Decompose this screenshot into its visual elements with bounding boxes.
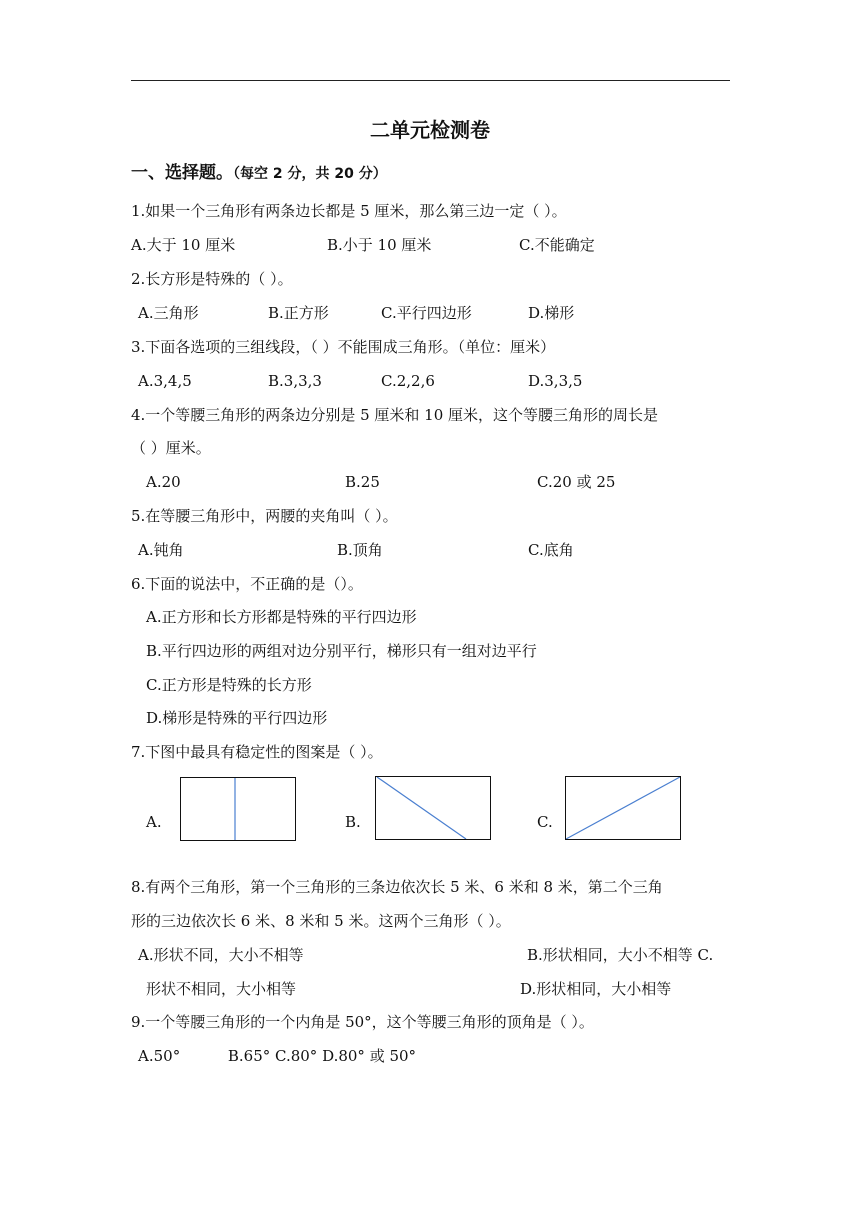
q9-stem: 9.一个等腰三角形的一个内角是 50°，这个等腰三角形的顶角是（ ）。: [131, 1013, 594, 1031]
q1-option-c: C.不能确定: [519, 236, 595, 254]
q7-figure-a-drawing: [181, 778, 295, 840]
q8-stem-line2: 形的三边依次长 6 米、8 米和 5 米。这两个三角形（ ）。: [131, 912, 511, 930]
q3-option-d: D.3,3,5: [528, 372, 583, 390]
q7-option-b-label: B.: [345, 813, 361, 831]
q4-option-b: B.25: [345, 473, 380, 491]
q7-figure-a-rectangle-vertical-line: [180, 777, 296, 841]
q8-stem-line1: 8.有两个三角形，第一个三角形的三条边依次长 5 米、6 米和 8 米，第二个三角: [131, 878, 663, 896]
header-rule: [131, 80, 730, 81]
q7-figure-c-rectangle-diagonal: [565, 776, 681, 840]
q1-option-a: A.大于 10 厘米: [131, 236, 236, 254]
q3-option-a: A.3,4,5: [138, 372, 192, 390]
q1-stem: 1.如果一个三角形有两条边长都是 5 厘米，那么第三边一定（ ）。: [131, 202, 567, 220]
q7-figure-b-rectangle-slanted-line: [375, 776, 491, 840]
q8-option-b: B.形状相同，大小不相等 C.: [527, 946, 714, 964]
q8-option-a: A.形状不同，大小不相等: [138, 946, 304, 964]
section-heading-text: 一、选择题。: [131, 163, 233, 183]
q6-option-a: A.正方形和长方形都是特殊的平行四边形: [146, 608, 417, 626]
q5-stem: 5.在等腰三角形中，两腰的夹角叫（ ）。: [131, 507, 398, 525]
q4-option-c: C.20 或 25: [537, 473, 616, 491]
q5-option-a: A.钝角: [138, 541, 184, 559]
q7-stem: 7.下图中最具有稳定性的图案是（ ）。: [131, 743, 383, 761]
q4-stem-line2: （ ）厘米。: [131, 439, 211, 457]
q7-figure-c-drawing: [566, 777, 680, 839]
q1-option-b: B.小于 10 厘米: [327, 236, 432, 254]
q3-option-b: B.3,3,3: [268, 372, 322, 390]
q8-option-d: D.形状相同，大小相等: [520, 980, 672, 998]
q7-option-c-label: C.: [537, 813, 553, 831]
q6-option-d: D.梯形是特殊的平行四边形: [146, 709, 328, 727]
q7-figure-b-drawing: [376, 777, 490, 839]
section-heading: [131, 162, 387, 185]
q6-option-c: C.正方形是特殊的长方形: [146, 676, 312, 694]
q8-option-c: 形状不相同，大小相等: [146, 980, 297, 998]
q7-option-a-label: A.: [146, 813, 162, 831]
q4-option-a: A.20: [146, 473, 181, 491]
q5-option-b: B.顶角: [337, 541, 383, 559]
figure-b-divider-line: [377, 777, 466, 839]
page-title: 二单元检测卷: [370, 118, 490, 142]
section-score-note: （每空 2 分，共 20 分）: [233, 166, 387, 182]
q2-option-d: D.梯形: [528, 304, 575, 322]
q3-stem: 3.下面各选项的三组线段，（ ）不能围成三角形。（单位：厘米）: [131, 338, 556, 356]
q5-option-c: C.底角: [528, 541, 574, 559]
q6-stem: 6.下面的说法中，不正确的是（）。: [131, 575, 363, 593]
q2-option-a: A.三角形: [138, 304, 199, 322]
q6-option-b: B.平行四边形的两组对边分别平行，梯形只有一组对边平行: [146, 642, 537, 660]
q9-options: A.50° B.65° C.80° D.80° 或 50°: [138, 1047, 417, 1065]
q2-option-b: B.正方形: [268, 304, 329, 322]
q4-stem-line1: 4.一个等腰三角形的两条边分别是 5 厘米和 10 厘米，这个等腰三角形的周长是: [131, 406, 659, 424]
q3-option-c: C.2,2,6: [381, 372, 435, 390]
figure-c-diagonal-line: [566, 777, 680, 839]
q2-stem: 2.长方形是特殊的（ ）。: [131, 270, 293, 288]
q2-option-c: C.平行四边形: [381, 304, 472, 322]
